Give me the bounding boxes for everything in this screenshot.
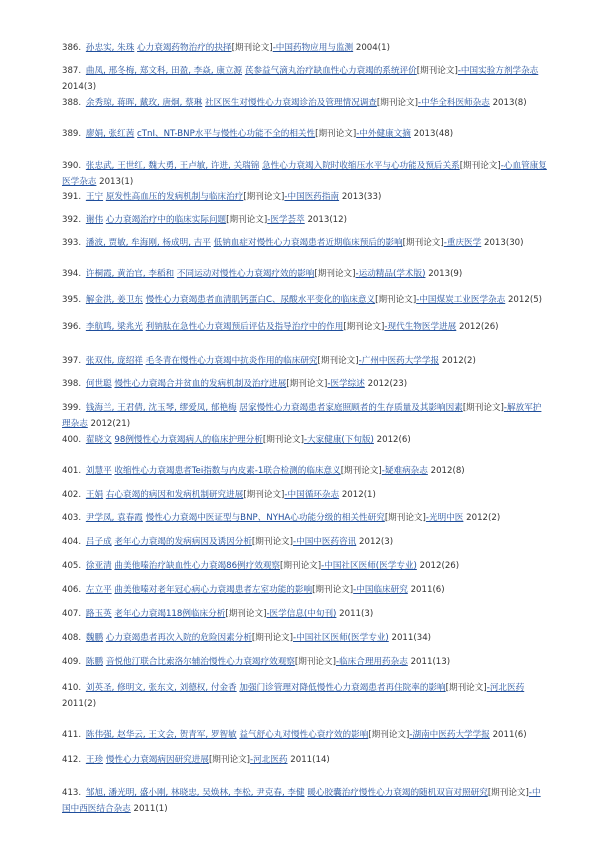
- reference-entry: [62, 606, 548, 622]
- entry-authors[interactable]: 张忠武, 王世红, 魏大勇, 王卢敏, 许进, 关瑞锦: [85, 161, 260, 171]
- entry-year: 2012(26): [459, 322, 499, 332]
- entry-type: [期刊论文]: [280, 561, 322, 571]
- entry-title[interactable]: 慢性心力衰竭合并贫血的发病机制及治疗进展: [114, 379, 287, 389]
- entry-type: [期刊论文]: [208, 755, 251, 765]
- entry-number: 399.: [62, 403, 82, 413]
- entry-authors[interactable]: 邹旭, 潘光明, 盛小刚, 林晓忠, 吴焕林, 李松, 尹克春, 李健: [85, 788, 305, 798]
- entry-authors[interactable]: 翟晓文: [85, 435, 112, 445]
- entry-title[interactable]: cTnI、NT-BNP水平与慢性心功能不全的相关性: [137, 129, 316, 139]
- entry-title[interactable]: 社区医生对慢性心力衰竭诊治及管理情况调查: [205, 98, 377, 108]
- entry-number: 409.: [62, 657, 82, 667]
- reference-entry: [62, 95, 548, 111]
- entry-year: 2011(1): [133, 804, 168, 814]
- reference-entry: [62, 558, 548, 574]
- entry-title[interactable]: 曲美他嗪治疗缺血性心力衰竭86例疗效观察: [114, 561, 281, 571]
- entry-title[interactable]: 音悦他汀联合比索洛尔辅治慢性心力衰竭疗效观察: [105, 657, 295, 667]
- entry-type: [期刊论文]: [416, 66, 458, 76]
- reference-entry: [62, 785, 548, 817]
- entry-authors[interactable]: 解金洪, 姜卫东: [85, 295, 143, 305]
- entry-title[interactable]: 慢性心力衰竭病因研究进展: [105, 755, 209, 765]
- entry-title[interactable]: 老年心力衰竭118例临床分析: [114, 609, 226, 619]
- entry-title[interactable]: 益气舒心丸对慢性心衰疗效的影响: [239, 730, 369, 740]
- entry-journal[interactable]: -河北医药: [486, 683, 525, 693]
- entry-number: 403.: [62, 513, 82, 523]
- entry-number: 411.: [62, 730, 82, 740]
- entry-journal[interactable]: -疑难病杂志: [381, 466, 428, 476]
- reference-entry: [62, 353, 548, 369]
- reference-entry: [62, 376, 548, 392]
- entry-authors[interactable]: 张双伟, 庞绍祥: [85, 356, 143, 366]
- entry-number: 388.: [62, 98, 82, 108]
- entry-number: 402.: [62, 490, 82, 500]
- entry-journal[interactable]: -中国循环杂志: [284, 490, 340, 500]
- entry-journal[interactable]: -医学信息(中旬刊): [266, 609, 337, 619]
- entry-year: 2013(48): [413, 129, 454, 139]
- reference-entry: [62, 212, 548, 228]
- entry-number: 408.: [62, 633, 82, 643]
- entry-year: 2013(30): [483, 238, 524, 248]
- entry-year: 2012(2): [466, 513, 501, 523]
- entry-type: [期刊论文]: [243, 192, 285, 202]
- entry-type: [期刊论文]: [445, 683, 487, 693]
- entry-authors[interactable]: 魏鹏: [85, 633, 104, 643]
- entry-journal[interactable]: -解放军护理杂志: [62, 403, 542, 429]
- entry-number: 394.: [62, 269, 82, 279]
- entry-journal[interactable]: -中国社区医师(医学专业): [293, 633, 389, 643]
- entry-year: 2011(6): [492, 730, 527, 740]
- entry-title[interactable]: 暖心胶囊治疗慢性心力衰竭的随机双盲对照研究: [307, 788, 488, 798]
- entry-type: [期刊论文]: [343, 322, 385, 332]
- entry-journal[interactable]: -大家健康(下旬版): [303, 435, 374, 445]
- entry-type: [期刊论文]: [225, 609, 267, 619]
- entry-year: 2012(6): [376, 435, 411, 445]
- entry-year: 2012(5): [507, 295, 543, 305]
- reference-entry: [62, 630, 548, 646]
- entry-authors[interactable]: 刘慧平: [85, 466, 112, 476]
- entry-year: 2014(3): [62, 82, 97, 92]
- entry-type: [期刊论文]: [262, 435, 304, 445]
- entry-number: 404.: [62, 537, 82, 547]
- entry-year: 2013(1): [99, 177, 134, 187]
- entry-year: 2011(34): [391, 633, 432, 643]
- entry-journal[interactable]: -中国医药指南: [284, 192, 340, 202]
- entry-authors[interactable]: 陈鹏: [85, 657, 104, 667]
- entry-authors[interactable]: 尹学凤, 袁春霞: [85, 513, 143, 523]
- reference-entry: [62, 126, 548, 142]
- entry-title[interactable]: 98例慢性心力衰竭病人的临床护理分析: [114, 435, 263, 445]
- entry-journal[interactable]: -中外健康文摘: [356, 129, 411, 139]
- entry-number: 410.: [62, 683, 82, 693]
- entry-title[interactable]: 芪参益气滴丸治疗缺血性心力衰竭的系统评价: [244, 66, 417, 76]
- entry-journal[interactable]: -中国社区医师(医学专业): [321, 561, 417, 571]
- reference-entry: [62, 189, 548, 205]
- entry-title[interactable]: 原发性高血压的发病机制与临床治疗: [105, 192, 244, 202]
- reference-entry: [62, 292, 548, 308]
- entry-journal[interactable]: -广州中医药大学学报: [358, 356, 440, 366]
- reference-entry: [62, 158, 548, 190]
- entry-year: 2011(13): [410, 657, 451, 667]
- entry-authors[interactable]: 刘英圣, 修明文, 张东文, 刘德权, 付金香: [85, 683, 237, 693]
- entry-number: 386.: [62, 43, 82, 53]
- entry-type: [期刊论文]: [462, 403, 504, 413]
- entry-number: 398.: [62, 379, 82, 389]
- entry-number: 401.: [62, 466, 82, 476]
- entry-journal[interactable]: -中国中西医结合杂志: [62, 788, 541, 814]
- entry-number: 406.: [62, 585, 82, 595]
- entry-journal[interactable]: -重庆医学: [443, 238, 482, 248]
- entry-type: [期刊论文]: [368, 730, 410, 740]
- entry-title[interactable]: 慢性心力衰竭患者血清肌钙蛋白C、尿酸水平变化的临床意义: [145, 295, 376, 305]
- entry-title[interactable]: 急性心力衰竭入院时收缩压水平与心功能及预后关系: [262, 161, 460, 171]
- reference-entry: [62, 582, 548, 598]
- entry-type: [期刊论文]: [315, 129, 357, 139]
- reference-entry: [62, 319, 548, 335]
- entry-type: [期刊论文]: [384, 513, 426, 523]
- entry-year: 2012(8): [430, 466, 465, 476]
- entry-title[interactable]: 右心衰竭的病因和发病机制研究进展: [105, 490, 244, 500]
- entry-type: [期刊论文]: [459, 161, 501, 171]
- entry-title[interactable]: 低钠血症对慢性心力衰竭患者近期临床预后的影响: [213, 238, 403, 248]
- entry-type: [期刊论文]: [402, 238, 444, 248]
- reference-entry: [62, 654, 548, 670]
- entry-authors[interactable]: 孙忠实, 朱珠: [85, 43, 135, 53]
- entry-type: [期刊论文]: [375, 295, 417, 305]
- entry-authors[interactable]: 吕子成: [85, 537, 112, 547]
- entry-type: [期刊论文]: [487, 788, 529, 798]
- entry-authors[interactable]: 路玉英: [85, 609, 112, 619]
- entry-year: 2011(6): [410, 585, 445, 595]
- entry-type: [期刊论文]: [286, 379, 328, 389]
- entry-type: [期刊论文]: [243, 490, 285, 500]
- entry-title[interactable]: 曲美他嗪对老年冠心病心力衰竭患者左室功能的影响: [114, 585, 313, 595]
- entry-title[interactable]: 收缩性心力衰竭患者Tei指数与内皮素-1联合检测的临床意义: [114, 466, 341, 476]
- entry-journal[interactable]: -中国临床研究: [353, 585, 408, 595]
- entry-journal[interactable]: -医学综述: [327, 379, 365, 389]
- entry-authors[interactable]: 王宁: [85, 192, 104, 202]
- reference-entry: [62, 40, 548, 56]
- entry-title[interactable]: 加强门诊管理对降低慢性心力衰竭患者再住院率的影响: [239, 683, 446, 693]
- reference-entry: [62, 534, 548, 550]
- entry-authors[interactable]: 陈伟强, 赵华云, 王文会, 贺青军, 罗智敏: [85, 730, 237, 740]
- entry-journal[interactable]: -中国煤炭工业医学杂志: [416, 295, 506, 305]
- entry-year: 2012(3): [359, 537, 394, 547]
- entry-year: 2011(3): [339, 609, 374, 619]
- entry-year: 2004(1): [355, 43, 390, 53]
- entry-journal[interactable]: -中国实验方剂学杂志: [457, 66, 539, 76]
- entry-title[interactable]: 老年心力衰竭的发病病因及诱因分析: [114, 537, 252, 547]
- entry-number: 393.: [62, 238, 82, 248]
- entry-authors[interactable]: 王珍: [85, 755, 104, 765]
- entry-journal[interactable]: -心血管康复医学杂志: [62, 161, 547, 187]
- entry-authors[interactable]: 廖娟, 张红茜: [85, 129, 135, 139]
- reference-entry: [62, 432, 548, 448]
- entry-title[interactable]: 毛冬青在慢性心力衰竭中抗炎作用的临床研究: [145, 356, 318, 366]
- entry-journal[interactable]: -临床合理用药杂志: [335, 657, 408, 667]
- entry-authors[interactable]: 左立平: [85, 585, 112, 595]
- entry-year: 2012(26): [419, 561, 460, 571]
- entry-type: [期刊论文]: [226, 215, 268, 225]
- entry-type: [期刊论文]: [251, 537, 294, 547]
- entry-title[interactable]: 慢性心力衰竭中医证型与BNP、NYHA心功能分级的相关性研究: [145, 513, 385, 523]
- entry-title[interactable]: 心力衰竭患者再次入院的危险因素分析: [105, 633, 252, 643]
- entry-title[interactable]: 居家慢性心力衰竭患者家庭照顾者的生存质量及其影响因素: [239, 403, 463, 413]
- entry-number: 405.: [62, 561, 82, 571]
- reference-entry: [62, 680, 548, 712]
- reference-entry: [62, 235, 548, 251]
- entry-year: 2013(8): [492, 98, 527, 108]
- entry-number: 412.: [62, 755, 82, 765]
- reference-entry: [62, 487, 548, 503]
- entry-number: 397.: [62, 356, 82, 366]
- entry-number: 387.: [62, 66, 82, 76]
- entry-number: 390.: [62, 161, 82, 171]
- entry-authors[interactable]: 何世聪: [85, 379, 112, 389]
- entry-type: [期刊论文]: [312, 585, 354, 595]
- entry-type: [期刊论文]: [340, 466, 382, 476]
- reference-entry: [62, 266, 548, 282]
- entry-year: 2012(1): [341, 490, 376, 500]
- entry-number: 395.: [62, 295, 82, 305]
- entry-number: 392.: [62, 215, 82, 225]
- entry-type: [期刊论文]: [294, 657, 336, 667]
- entry-authors[interactable]: 李航鸣, 梁兆光: [85, 322, 143, 332]
- entry-number: 407.: [62, 609, 82, 619]
- entry-authors[interactable]: 余秀琼, 蒋晖, 戴玫, 唐炯, 蔡琳: [85, 98, 203, 108]
- entry-number: 389.: [62, 129, 82, 139]
- reference-entry: [62, 400, 548, 432]
- entry-year: 2012(2): [441, 356, 476, 366]
- entry-year: 2013(12): [307, 215, 347, 225]
- reference-entry: [62, 727, 548, 743]
- entry-authors[interactable]: 谢伟: [85, 215, 104, 225]
- entry-journal[interactable]: -医学荟萃: [267, 215, 305, 225]
- entry-journal[interactable]: -光明中医: [425, 513, 464, 523]
- entry-authors[interactable]: 徐亚清: [85, 561, 112, 571]
- entry-type: [期刊论文]: [376, 98, 418, 108]
- entry-journal[interactable]: -运动精品(学术版): [355, 269, 426, 279]
- entry-authors[interactable]: 钱海兰, 王君倩, 沈玉琴, 缪爱凤, 郁艳梅: [85, 403, 237, 413]
- entry-number: 391.: [62, 192, 82, 202]
- entry-type: [期刊论文]: [251, 633, 294, 643]
- entry-journal[interactable]: -河北医药: [250, 755, 288, 765]
- entry-authors[interactable]: 曲凤, 邢冬梅, 郑文科, 田盈, 李焱, 康立源: [85, 66, 243, 76]
- entry-number: 396.: [62, 322, 82, 332]
- entry-journal[interactable]: -湖南中医药大学学报: [409, 730, 490, 740]
- entry-year: 2011(14): [290, 755, 330, 765]
- reference-entry: [62, 63, 548, 95]
- entry-year: 2011(2): [62, 699, 97, 709]
- entry-authors[interactable]: 许桐霞, 黄治官, 李稻和: [85, 269, 175, 279]
- entry-number: 400.: [62, 435, 82, 445]
- reference-entry: [62, 510, 548, 526]
- entry-year: 2013(33): [341, 192, 382, 202]
- reference-entry: [62, 463, 548, 479]
- entry-journal[interactable]: -中国药物应用与监测: [272, 43, 354, 53]
- entry-title[interactable]: 利钠肽在急性心力衰竭预后评估及指导治疗中的作用: [145, 322, 344, 332]
- entry-title[interactable]: 心力衰竭药物治疗的抉择: [137, 43, 232, 53]
- entry-journal[interactable]: -现代生物医学进展: [384, 322, 457, 332]
- entry-type: [期刊论文]: [314, 269, 356, 279]
- entry-type: [期刊论文]: [317, 356, 359, 366]
- entry-number: 413.: [62, 788, 82, 798]
- entry-title[interactable]: 不同运动对慢性心力衰竭疗效的影响: [176, 269, 315, 279]
- entry-type: [期刊论文]: [231, 43, 273, 53]
- entry-authors[interactable]: 王娟: [85, 490, 104, 500]
- entry-title[interactable]: 心力衰竭治疗中的临床实际问题: [105, 215, 227, 225]
- entry-authors[interactable]: 潘波, 贾敏, 牟海刚, 杨成明, 吉平: [85, 238, 211, 248]
- entry-journal[interactable]: -中华全科医师杂志: [417, 98, 490, 108]
- entry-year: 2012(23): [367, 379, 408, 389]
- entry-year: 2012(21): [90, 419, 131, 429]
- entry-year: 2013(9): [428, 269, 463, 279]
- reference-entry: [62, 752, 548, 768]
- entry-journal[interactable]: -中国中医药咨讯: [293, 537, 357, 547]
